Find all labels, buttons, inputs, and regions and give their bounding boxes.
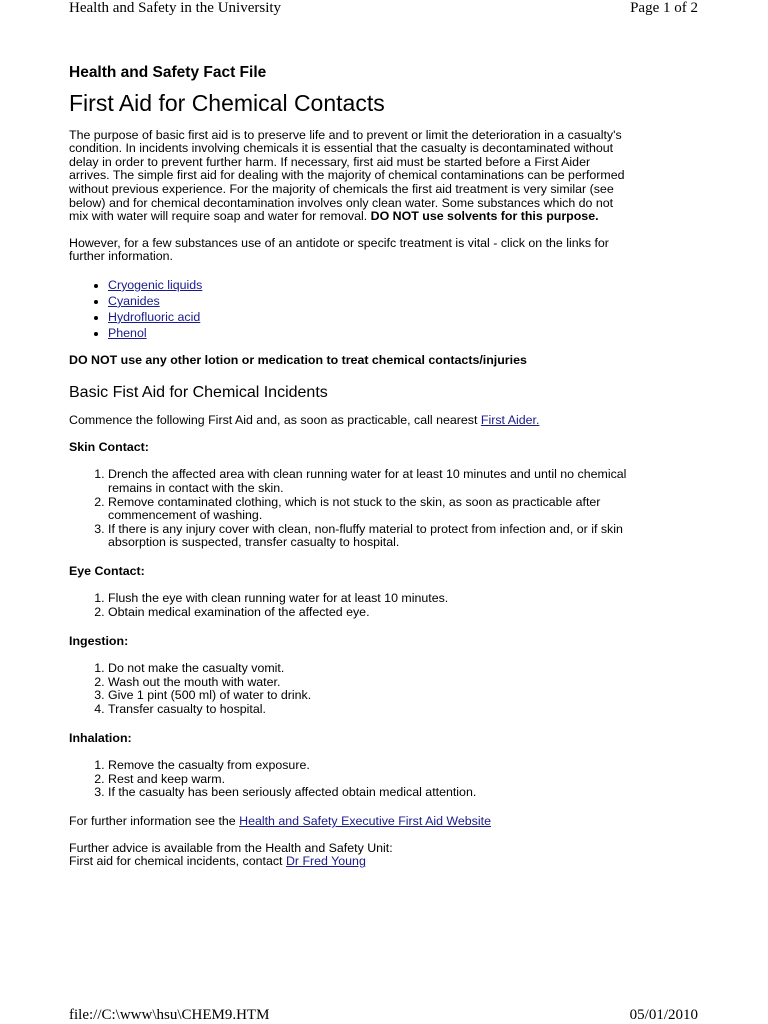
eye-contact-steps [69, 592, 629, 619]
further-info-text: For further information see the [69, 814, 236, 828]
contact-link[interactable]: Dr Fred Young [285, 854, 366, 869]
print-date: 05/01/2010 [629, 1007, 698, 1023]
file-path: file://C:\www\hsu\CHEM9.HTM [69, 1007, 270, 1023]
print-header [69, 0, 698, 17]
ingestion-steps [69, 662, 629, 716]
link-cryogenic-liquids[interactable]: Cryogenic liquids [108, 277, 203, 292]
list-item: 3. Give 1 pint (500 ml) of water to drink. [108, 689, 629, 703]
list-item: 1. Do not make the casualty vomit. [108, 662, 629, 676]
print-footer [69, 1007, 698, 1024]
lotion-warning: DO NOT use any other lotion or medication to treat chemical contacts/injuries [69, 352, 527, 367]
advice-line-2: First aid for chemical incidents, contact [69, 854, 283, 869]
inhalation-heading: Inhalation: [69, 730, 132, 745]
list-item: 2. Remove contaminated clothing, which is not stuck to the skin, as soon as practicable after commencement of washing. [108, 496, 629, 523]
list-item: 3. If there is any injury cover with clean, non-fluffy material to protect from infection and, or if skin absorption is suspected, transfer casualty to hospital. [108, 523, 629, 550]
further-info-paragraph [69, 815, 629, 829]
list-item [108, 325, 629, 341]
fact-file-label: Health and Safety Fact File [69, 64, 267, 81]
list-item: 1. Drench the affected area with clean running water for at least 10 minutes and until no chemical remains in contact with the skin. [108, 468, 629, 495]
section-title: Basic Fist Aid for Chemical Incidents [69, 383, 328, 401]
hse-first-aid-link[interactable]: Health and Safety Executive First Aid Website [239, 814, 491, 828]
print-header-title: Health and Safety in the University [69, 0, 282, 16]
intro-text: The purpose of basic first aid is to preserve life and to prevent or limit the deterioration in a casualty's condition. In incidents involving chemicals it is essential that the casualty is decontaminated without delay in order to prevent further harm. If necessary, first aid must be started before a First Aider arrives. The simple first aid for dealing with the majority of chemical contaminations can be performed without previous experience. For the majority of chemicals the first aid treatment is very similar (see below) and for chemical decontamination involves only clean water. Some substances which do not mix with water will require soap and water for removal. [69, 127, 625, 224]
link-phenol[interactable]: Phenol [108, 325, 147, 340]
special-treatment-links [69, 277, 629, 341]
list-item: 2. Obtain medical examination of the affected eye. [108, 606, 629, 620]
skin-contact-heading: Skin Contact: [69, 439, 149, 454]
page-title: First Aid for Chemical Contacts [69, 89, 385, 116]
ingestion-heading: Ingestion: [69, 633, 129, 648]
list-item [108, 293, 629, 309]
list-item [108, 309, 629, 325]
list-item [108, 277, 629, 293]
antidote-paragraph: However, for a few substances use of an antidote or specifc treatment is vital - click on the links for further information. [69, 235, 609, 264]
list-item: 3. If the casualty has been seriously affected obtain medical attention. [108, 786, 629, 800]
list-item: 2. Rest and keep warm. [108, 773, 629, 787]
page-number: Page 1 of 2 [630, 0, 698, 16]
commence-text: Commence the following First Aid and, as soon as practicable, call nearest [69, 413, 478, 428]
list-item: 1. Remove the casualty from exposure. [108, 759, 629, 773]
eye-contact-heading: Eye Contact: [69, 563, 145, 578]
link-hydrofluoric-acid[interactable]: Hydrofluoric acid [108, 309, 201, 324]
commence-paragraph [69, 414, 629, 428]
list-item: 1. Flush the eye with clean running water for at least 10 minutes. [108, 592, 629, 606]
skin-contact-steps [69, 468, 629, 550]
document-body [69, 66, 629, 882]
first-aider-link[interactable]: First Aider. [480, 413, 540, 428]
list-item: 4. Transfer casualty to hospital. [108, 703, 629, 717]
intro-paragraph [69, 129, 629, 224]
advice-line-1: Further advice is available from the Health and Safety Unit: [69, 840, 393, 855]
list-item: 2. Wash out the mouth with water. [108, 676, 629, 690]
solvent-warning: DO NOT use solvents for this purpose. [370, 209, 599, 224]
advice-paragraph [69, 842, 629, 869]
inhalation-steps [69, 759, 629, 800]
link-cyanides[interactable]: Cyanides [108, 293, 160, 308]
